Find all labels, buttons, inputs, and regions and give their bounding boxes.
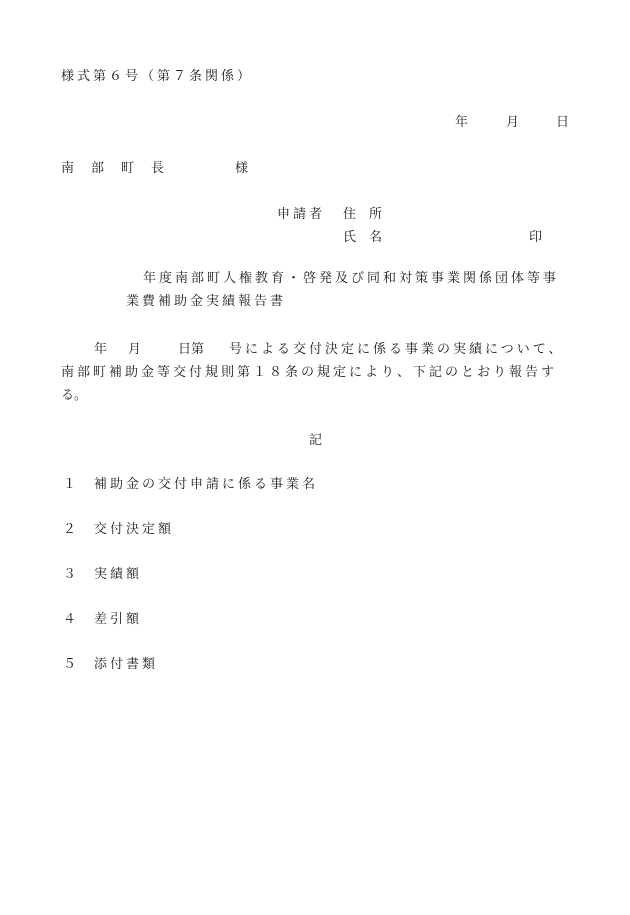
item-1-label: 補助金の交付申請に係る事業名 (94, 477, 319, 492)
item-4-number: ４ (63, 612, 77, 627)
body-line-3: る。 (61, 388, 88, 403)
date-year-label: 年 (455, 115, 469, 130)
body-month-label: 月 (128, 342, 142, 357)
applicant-address-label: 住 所 (343, 207, 383, 222)
addressee-char-1: 南 (61, 161, 75, 176)
addressee-honorific: 様 (235, 161, 249, 176)
body-day-label: 日第 (178, 342, 205, 357)
item-5-number: ５ (63, 657, 77, 672)
addressee-char-4: 長 (151, 161, 165, 176)
report-title-line-1: 年度南部町人権教育・啓発及び同和対策事業関係団体等事 (143, 271, 560, 286)
report-title-line-2: 業費補助金実績報告書 (126, 294, 287, 309)
applicant-name-label: 氏 名 (343, 230, 383, 245)
addressee-char-2: 部 (91, 161, 105, 176)
body-line-2: 南部町補助金等交付規則第１８条の規定により、下記のとおり報告す (61, 365, 558, 380)
item-2-number: ２ (63, 522, 77, 537)
date-month-label: 月 (506, 115, 520, 130)
body-year-label: 年 (94, 342, 108, 357)
addressee-char-3: 町 (121, 161, 135, 176)
item-2-label: 交付決定額 (94, 522, 175, 537)
item-3-number: ３ (63, 567, 77, 582)
item-1-number: １ (63, 477, 77, 492)
applicant-role-label: 申請者 (277, 207, 326, 222)
item-5-label: 添付書類 (94, 657, 159, 672)
date-day-label: 日 (556, 115, 570, 130)
item-4-label: 差引額 (94, 612, 143, 627)
form-number: 様式第６号（第７条関係） (61, 69, 254, 84)
ki-heading: 記 (309, 433, 323, 448)
body-line-1-rest: 号による交付決定に係る事業の実績について、 (229, 342, 565, 357)
seal-label: 印 (529, 230, 543, 245)
item-3-label: 実績額 (94, 567, 143, 582)
